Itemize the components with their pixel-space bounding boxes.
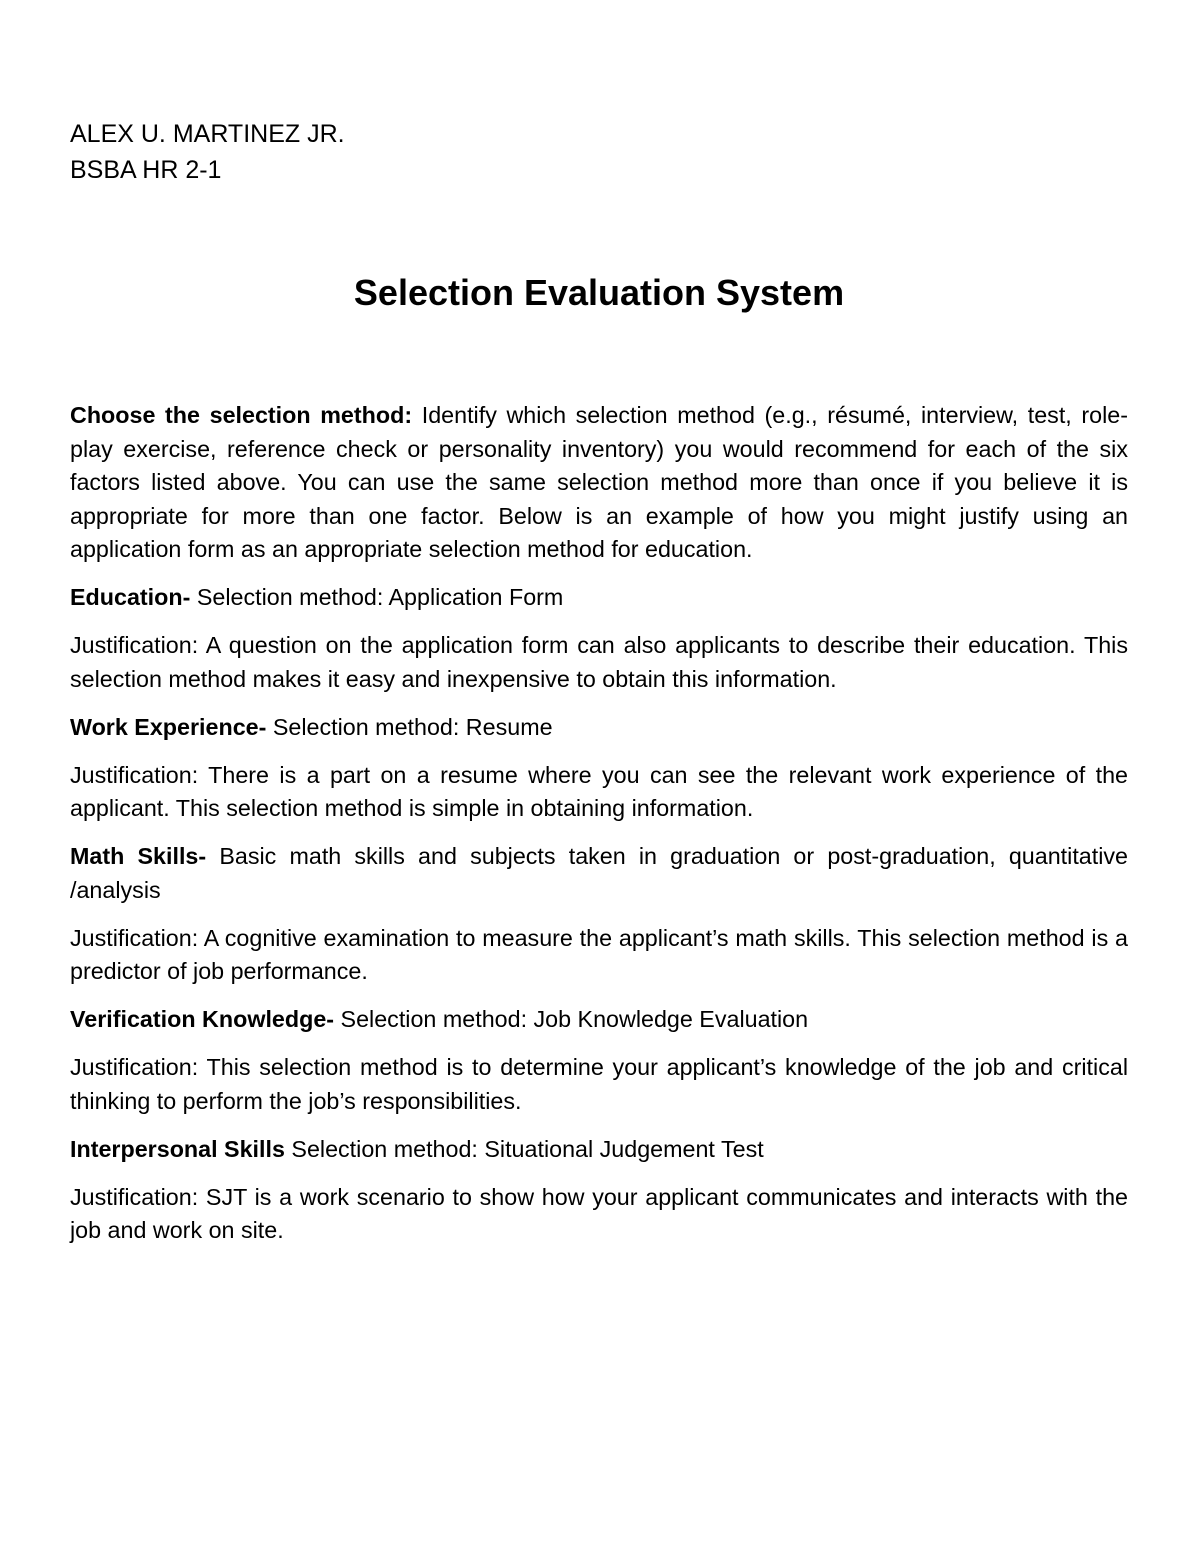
factor-verification-knowledge-method [70, 1003, 1128, 1037]
factor-work-experience-justification: Justification: There is a part on a resume where you can see the relevant work experience of the applicant. This selection method is simple in obtaining information. [70, 761, 1128, 821]
intro-text: Identify which selection method (e.g., résumé, interview, test, role-play exercise, reference check or personality inventory) you would recommend for each of the six factors listed above. You can use the same selection method more than once if you believe it is appropriate for more than one factor. Below is an example of how you might justify using an application form as an appropriate selection method for education. [70, 402, 1128, 562]
factor-work-experience-method [70, 711, 1128, 745]
factor-math-skills-justification: Justification: A cognitive examination to measure the applicant’s math skills. This selection method is a predictor of job performance. [70, 924, 1128, 984]
author-block [70, 116, 345, 188]
document-body [70, 399, 1128, 1262]
factor-method: Selection method: Application Form [190, 584, 564, 610]
factor-method: Selection method: Resume [266, 713, 553, 740]
factor-label: Verification Knowledge- [70, 1006, 335, 1032]
factor-education-method [70, 581, 1128, 615]
author-name: ALEX U. MARTINEZ JR. [70, 120, 345, 148]
factor-method: Selection method: Job Knowledge Evaluation [334, 1006, 809, 1032]
document-page [70, 0, 1128, 1553]
author-section: BSBA HR 2-1 [70, 156, 222, 184]
factor-math-skills-method [70, 840, 1128, 907]
intro-paragraph [70, 399, 1128, 567]
factor-label: Education- [70, 584, 191, 610]
factor-method: Selection method: Situational Judgement Test [284, 1135, 764, 1162]
factor-education-justification: Justification: A question on the application form can also applicants to describe their education. This selection method makes it easy and inexpensive to obtain this information. [70, 632, 1128, 692]
factor-label: Math Skills- [70, 843, 207, 869]
factor-label: Work Experience- [70, 713, 267, 740]
factor-interpersonal-skills-method [70, 1133, 1128, 1167]
intro-label: Choose the selection method: [70, 402, 413, 428]
factor-verification-knowledge-justification: Justification: This selection method is to determine your applicant’s knowledge of the job and critical thinking to perform the job’s responsibilities. [70, 1054, 1128, 1114]
factor-interpersonal-skills-justification: Justification: SJT is a work scenario to show how your applicant communicates and interacts with the job and work on site. [70, 1183, 1128, 1243]
document-title: Selection Evaluation System [353, 272, 845, 313]
factor-label: Interpersonal Skills [70, 1135, 285, 1162]
factor-method: Basic math skills and subjects taken in graduation or post-graduation, quantitative /analysis [70, 843, 1129, 903]
